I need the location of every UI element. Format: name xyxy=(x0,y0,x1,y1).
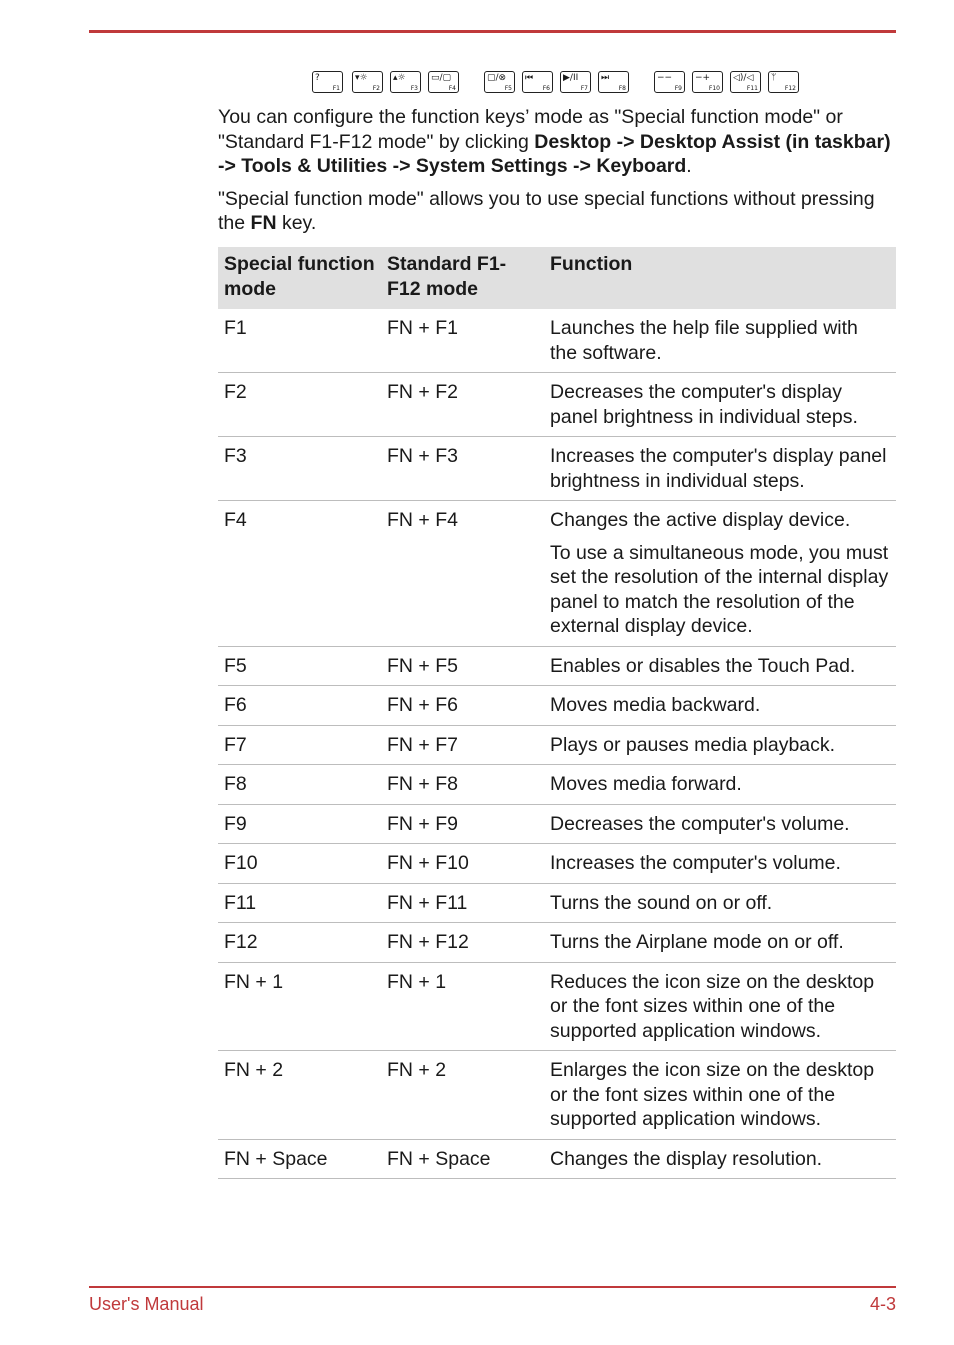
function-description: Enables or disables the Touch Pad. xyxy=(550,654,856,677)
media-forward-icon xyxy=(598,71,629,93)
cell-special-mode: F12 xyxy=(218,923,381,963)
table-row xyxy=(218,1139,896,1179)
key-label: F7 xyxy=(580,85,588,92)
cell-standard-mode: FN + F11 xyxy=(381,883,544,923)
table-row xyxy=(218,804,896,844)
key-symbol: −− xyxy=(657,73,673,83)
cell-function xyxy=(544,962,896,1051)
cell-function xyxy=(544,646,896,686)
function-description: To use a simultaneous mode, you must set the resolution of the internal display panel to match the resolution of the external display device. xyxy=(550,541,889,637)
key-label: F5 xyxy=(504,85,512,92)
table-row xyxy=(218,646,896,686)
cell-special-mode: FN + 1 xyxy=(218,962,381,1051)
cell-function xyxy=(544,501,896,647)
airplane-mode-icon xyxy=(768,71,799,93)
cell-special-mode: F10 xyxy=(218,844,381,884)
intro-text xyxy=(218,105,896,244)
footer-page-number: 4-3 xyxy=(869,1294,896,1314)
cell-function xyxy=(544,883,896,923)
cell-special-mode: F6 xyxy=(218,686,381,726)
cell-standard-mode: FN + 2 xyxy=(381,1051,544,1140)
cell-standard-mode: FN + F7 xyxy=(381,725,544,765)
table-row xyxy=(218,373,896,437)
cell-function xyxy=(544,844,896,884)
key-symbol: ⏭ xyxy=(601,73,610,83)
key-symbol: ▶/II xyxy=(563,73,579,83)
cell-special-mode: F2 xyxy=(218,373,381,437)
cell-function xyxy=(544,804,896,844)
intro-paragraph-config: You can configure the function keys’ mode as "Special function mode" or "Standard F1-F12 mode" by clicking Desktop -> Desktop Assist (in taskbar) -> Tools & Utilities -> System Settings -> Keyboard. xyxy=(218,106,891,177)
cell-standard-mode: FN + F5 xyxy=(381,646,544,686)
settings-path: Desktop -> Desktop Assist (in taskbar) -> Tools & Utilities -> System Settings -> Keyboard xyxy=(218,130,891,177)
table-row xyxy=(218,725,896,765)
key-symbol: ▴☼ xyxy=(393,73,406,83)
help-icon xyxy=(312,71,343,93)
cell-function xyxy=(544,437,896,501)
cell-special-mode: F7 xyxy=(218,725,381,765)
table-row xyxy=(218,962,896,1051)
function-description: Changes the active display device. xyxy=(550,509,851,531)
cell-special-mode: FN + Space xyxy=(218,1139,381,1179)
table-row xyxy=(218,437,896,501)
volume-down-icon xyxy=(654,71,685,93)
header-standard-mode: Standard F1-F12 mode xyxy=(381,247,544,309)
cell-function xyxy=(544,1139,896,1179)
function-description: Moves media backward. xyxy=(550,694,761,716)
header-function: Function xyxy=(544,247,896,309)
function-description: Increases the computer's volume. xyxy=(550,852,841,874)
cell-standard-mode: FN + F3 xyxy=(381,437,544,501)
cell-standard-mode: FN + F10 xyxy=(381,844,544,884)
function-description: Plays or pauses media playback. xyxy=(550,733,836,756)
function-description: Decreases the computer's display panel brightness in individual steps. xyxy=(550,381,858,428)
key-label: F4 xyxy=(448,85,456,92)
brightness-up-icon xyxy=(390,71,421,93)
display-switch-icon xyxy=(428,71,459,93)
cell-standard-mode: FN + F12 xyxy=(381,923,544,963)
cell-standard-mode: FN + Space xyxy=(381,1139,544,1179)
key-symbol: ⏮ xyxy=(525,73,534,83)
function-key-table xyxy=(218,247,896,1179)
function-description: Turns the Airplane mode on or off. xyxy=(550,931,844,953)
table-row xyxy=(218,844,896,884)
cell-special-mode: F11 xyxy=(218,883,381,923)
key-symbol: ? xyxy=(315,73,320,83)
key-label: F1 xyxy=(332,85,340,92)
cell-special-mode: FN + 2 xyxy=(218,1051,381,1140)
function-description: Decreases the computer's volume. xyxy=(550,812,850,835)
key-symbol: ▢/⊗ xyxy=(487,73,507,83)
function-description: Reduces the icon size on the desktop or the font sizes within one of the supported application windows. xyxy=(550,970,875,1042)
cell-special-mode: F5 xyxy=(218,646,381,686)
cell-function xyxy=(544,923,896,963)
table-row xyxy=(218,1051,896,1140)
cell-function xyxy=(544,373,896,437)
table-row xyxy=(218,883,896,923)
cell-function xyxy=(544,309,896,373)
cell-standard-mode: FN + F2 xyxy=(381,373,544,437)
function-description: Increases the computer's display panel brightness in individual steps. xyxy=(550,445,887,492)
cell-function xyxy=(544,765,896,805)
cell-standard-mode: FN + F1 xyxy=(381,309,544,373)
cell-function xyxy=(544,686,896,726)
function-description: Changes the display resolution. xyxy=(550,1147,823,1170)
key-label: F8 xyxy=(618,85,626,92)
table-row xyxy=(218,309,896,373)
cell-special-mode: F3 xyxy=(218,437,381,501)
table-row xyxy=(218,686,896,726)
header-special-mode: Special function mode xyxy=(218,247,381,309)
cell-special-mode: F4 xyxy=(218,501,381,647)
fn-key-name: FN xyxy=(250,212,277,234)
cell-standard-mode: FN + 1 xyxy=(381,962,544,1051)
cell-special-mode: F1 xyxy=(218,309,381,373)
cell-function xyxy=(544,1051,896,1140)
key-label: F11 xyxy=(746,85,758,92)
function-description: Turns the sound on or off. xyxy=(550,891,773,914)
key-label: F10 xyxy=(708,85,720,92)
key-label: F2 xyxy=(372,85,380,92)
key-symbol: ▾☼ xyxy=(355,73,368,83)
key-label: F9 xyxy=(674,85,682,92)
table-row xyxy=(218,501,896,647)
cell-standard-mode: FN + F4 xyxy=(381,501,544,647)
footer-rule xyxy=(89,1286,896,1288)
brightness-down-icon xyxy=(352,71,383,93)
key-label: F3 xyxy=(410,85,418,92)
table-header-row xyxy=(218,247,896,309)
mute-icon xyxy=(730,71,761,93)
footer-manual-title: User's Manual xyxy=(89,1294,204,1314)
function-key-row-illustration xyxy=(312,71,802,95)
function-description: Enlarges the icon size on the desktop or the font sizes within one of the supported application windows. xyxy=(550,1059,875,1130)
media-play-pause-icon xyxy=(560,71,591,93)
cell-standard-mode: FN + F8 xyxy=(381,765,544,805)
cell-special-mode: F8 xyxy=(218,765,381,805)
touchpad-icon xyxy=(484,71,515,93)
volume-up-icon xyxy=(692,71,723,93)
media-back-icon xyxy=(522,71,553,93)
key-symbol: ▭/▢ xyxy=(431,73,452,83)
cell-function xyxy=(544,725,896,765)
table-row xyxy=(218,765,896,805)
cell-standard-mode: FN + F9 xyxy=(381,804,544,844)
function-description: Moves media forward. xyxy=(550,773,742,795)
key-symbol: ᛘ xyxy=(771,73,777,83)
cell-special-mode: F9 xyxy=(218,804,381,844)
key-symbol: −+ xyxy=(695,73,711,83)
table-row xyxy=(218,923,896,963)
intro-paragraph-special-mode: "Special function mode" allows you to use special functions without pressing the FN key. xyxy=(218,187,875,234)
key-label: F12 xyxy=(784,85,796,92)
cell-standard-mode: FN + F6 xyxy=(381,686,544,726)
key-label: F6 xyxy=(542,85,550,92)
key-symbol: ◁)/◁ xyxy=(733,73,754,83)
header-rule xyxy=(89,30,896,33)
function-description: Launches the help file supplied with the software. xyxy=(550,317,858,364)
